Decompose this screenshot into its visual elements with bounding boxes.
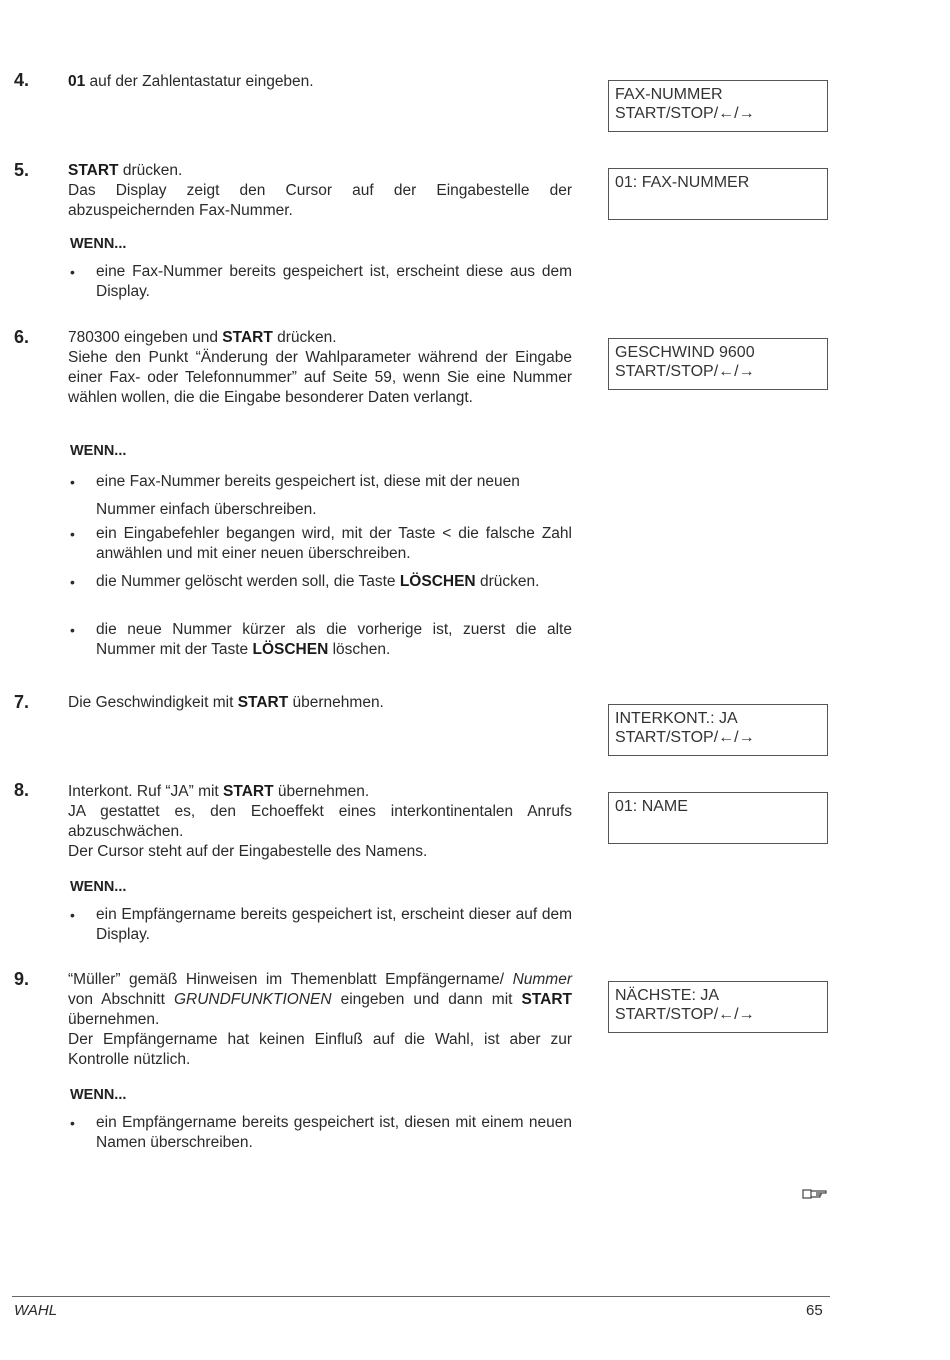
step-7-end: übernehmen. <box>288 694 384 711</box>
bullet-icon: • <box>70 574 75 590</box>
step-5-bullet-1-text: eine Fax-Nummer bereits gespeichert ist, erscheint diese aus dem Display. <box>96 263 572 300</box>
step-6-bullet-3-end: drücken. <box>475 573 540 590</box>
loeschen-key-label: LÖSCHEN <box>252 641 329 658</box>
lcd-line-2: START/STOP/←/→ <box>615 363 755 380</box>
bullet-icon: • <box>70 907 75 923</box>
step-6-bullet-1-line-2: Nummer einfach überschreiben. <box>96 501 317 518</box>
step-9-bullet-1 <box>70 1113 572 1153</box>
step-8-lead: Interkont. Ruf “JA” mit <box>68 783 224 800</box>
step-6-text <box>68 328 572 408</box>
step-6-wenn-heading: WENN... <box>70 443 127 459</box>
lcd-line-1: 01: NAME <box>615 798 688 815</box>
step-5-start: START <box>68 162 119 179</box>
step-5-press: drücken. <box>118 162 183 179</box>
step-7-start: START <box>237 694 289 711</box>
step-6-bullet-1 <box>70 468 572 524</box>
step-9-bullet-1-text: ein Empfängername bereits gespeichert ist, diesen mit einem neuen Namen überschreiben. <box>96 1114 572 1151</box>
step-8-cursor-note: Der Cursor steht auf der Eingabestelle des Namens. <box>68 843 428 860</box>
step-9-number: 9. <box>14 969 30 989</box>
lcd-line-2: START/STOP/←/→ <box>615 105 755 122</box>
step-8-description: JA gestattet es, den Echoeffekt eines interkontinentalen Anrufs abzuschwächen. <box>68 803 572 840</box>
step-6-bullet-4-text: die neue Nummer kürzer als die vorherige ist, zuerst die alte Nummer mit der Taste <box>96 621 572 658</box>
lcd-display-step-7 <box>608 704 828 756</box>
step-4-instruction: auf der Zahlentastatur eingeben. <box>85 73 314 90</box>
lcd-display-step-4 <box>608 80 828 132</box>
step-6-bullet-2-text: ein Eingabefehler begangen wird, mit der Taste < die falsche Zahl anwählen und mit einer neuen überschreiben. <box>96 525 572 562</box>
step-8-bullet-1 <box>70 905 572 945</box>
step-9-start: START <box>521 991 572 1008</box>
step-9-lead: “Müller” gemäß Hinweisen im Themenblatt Empfängername/ <box>68 971 513 988</box>
step-6-press: drücken. <box>272 329 337 346</box>
lcd-line-1: GESCHWIND 9600 <box>615 344 755 361</box>
step-9-italic-grundfunktionen: GRUNDFUNKTIONEN <box>173 991 332 1008</box>
step-9-end: übernehmen. <box>68 1011 160 1028</box>
lcd-display-step-6 <box>608 338 828 390</box>
step-8-number: 8. <box>14 780 30 800</box>
step-5-text <box>68 161 572 221</box>
step-8-text <box>68 782 572 862</box>
lcd-display-step-5 <box>608 168 828 220</box>
step-8-end: übernehmen. <box>273 783 370 800</box>
bullet-icon: • <box>70 474 75 490</box>
step-6-start: START <box>222 329 273 346</box>
bullet-icon: • <box>70 264 75 280</box>
step-7-lead: Die Geschwindigkeit mit <box>68 694 238 711</box>
step-6-description: Siehe den Punkt “Änderung der Wahlparameter während der Eingabe einer Fax- oder Telefonnummer” auf Seite 59, wenn Sie eine Nummer wählen wollen, die die Eingabe besonderer Daten verlangt. <box>68 349 572 406</box>
step-6-bullet-3 <box>70 572 572 592</box>
step-9-italic-nummer: Nummer <box>512 971 572 988</box>
lcd-line-2: START/STOP/←/→ <box>615 1006 755 1023</box>
step-9-wenn-heading: WENN... <box>70 1087 127 1103</box>
step-5-description: Das Display zeigt den Cursor auf der Eingabestelle der abzuspeichernden Fax-Nummer. <box>68 182 572 219</box>
lcd-line-1: NÄCHSTE: JA <box>615 987 720 1004</box>
pointing-hand-icon <box>802 1186 830 1205</box>
step-6-bullet-4 <box>70 620 572 660</box>
step-7-text <box>68 693 572 713</box>
step-9-description: Der Empfängername hat keinen Einfluß auf die Wahl, ist aber zur Kontrolle nützlich. <box>68 1031 572 1068</box>
step-6-bullet-3-text: die Nummer gelöscht werden soll, die Taste <box>96 573 400 590</box>
step-6-number: 6. <box>14 327 30 347</box>
step-8-bullet-1-text: ein Empfängername bereits gespeichert ist, erscheint dieser auf dem Display. <box>96 906 572 943</box>
lcd-display-step-8 <box>608 792 828 844</box>
bullet-icon: • <box>70 622 75 638</box>
step-7-number: 7. <box>14 692 30 712</box>
step-8-wenn-heading: WENN... <box>70 879 127 895</box>
step-6-bullet-2 <box>70 524 572 564</box>
step-6-bullet-1-line-1: eine Fax-Nummer bereits gespeichert ist, diese mit der neuen <box>96 473 520 490</box>
step-6-enter: 780300 eingeben und <box>68 329 223 346</box>
step-9-text <box>68 970 572 1070</box>
footer-section-title: WAHL <box>14 1302 58 1319</box>
footer-divider <box>12 1296 830 1297</box>
lcd-line-1: FAX-NUMMER <box>615 86 723 103</box>
step-6-bullet-4-end: löschen. <box>328 641 391 658</box>
lcd-display-step-9 <box>608 981 828 1033</box>
step-4-digits: 01 <box>68 73 86 90</box>
step-4-text <box>68 72 572 92</box>
step-5-bullet-1 <box>70 262 572 302</box>
bullet-icon: • <box>70 1115 75 1131</box>
loeschen-key-label: LÖSCHEN <box>399 573 476 590</box>
step-8-start: START <box>223 783 274 800</box>
step-5-number: 5. <box>14 160 30 180</box>
lcd-line-1: INTERKONT.: JA <box>615 710 738 727</box>
step-9-von: von Abschnitt <box>68 991 174 1008</box>
lcd-line-2: START/STOP/←/→ <box>615 729 755 746</box>
page-number: 65 <box>806 1302 823 1319</box>
step-4-number: 4. <box>14 70 30 90</box>
step-9-eingeben: eingeben und dann mit <box>331 991 522 1008</box>
bullet-icon: • <box>70 526 75 542</box>
lcd-line-1: 01: FAX-NUMMER <box>615 174 750 191</box>
step-5-wenn-heading: WENN... <box>70 236 127 252</box>
